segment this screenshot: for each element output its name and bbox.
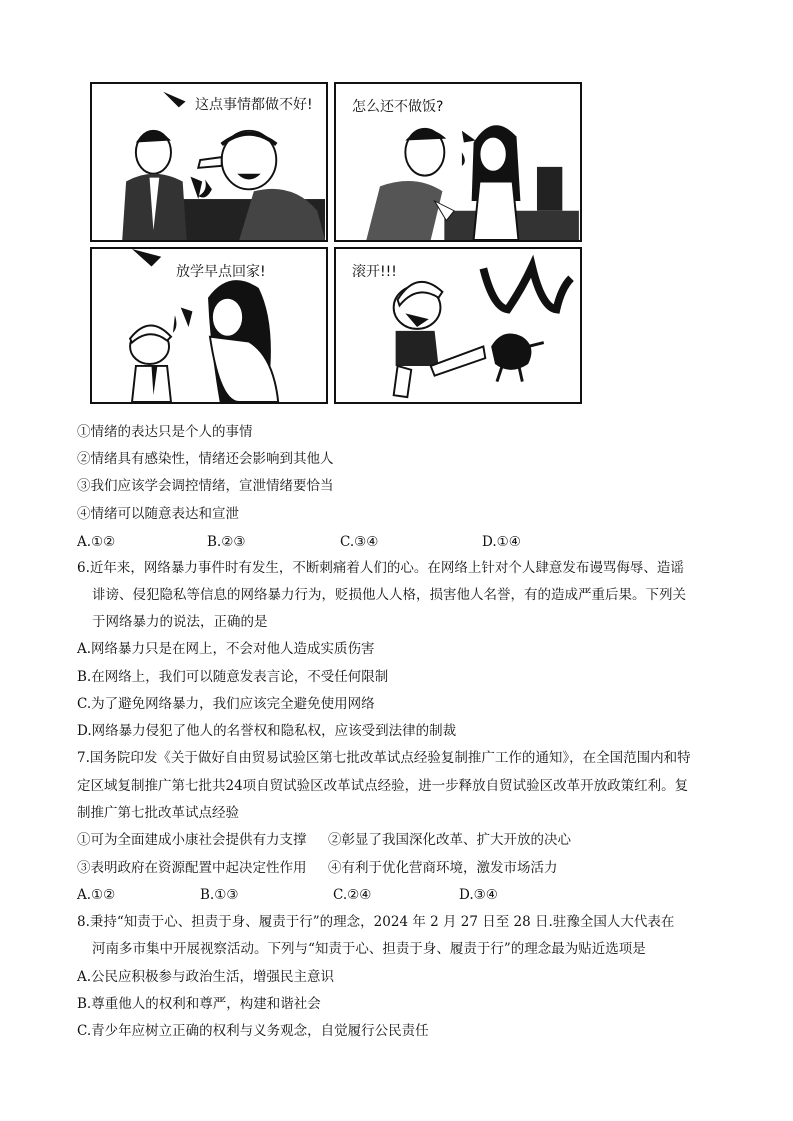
q5-statement-1: ①情绪的表达只是个人的事情 [77,424,253,440]
comic-panel-4 [334,247,582,404]
comic-panel-1 [90,82,328,242]
q6-choice-a[interactable]: A.网络暴力只是在网上，不会对他人造成实质伤害 [77,641,375,657]
q7-option-b[interactable]: B.①③ [200,887,239,903]
comic-panel-3 [90,247,328,404]
speech-bubble-4: 滚开!!! [352,264,397,280]
q6-choice-b[interactable]: B.在网络上，我们可以随意发表言论，不受任何限制 [77,669,389,685]
speech-bubble-2: 怎么还不做饭? [352,99,444,115]
q7-option-d[interactable]: D.③④ [459,887,498,903]
q7-stem-line-3: 制推广第七批改革试点经验 [77,805,239,821]
q6-choice-c[interactable]: C.为了避免网络暴力，我们应该完全避免使用网络 [77,696,375,712]
speech-bubble-3: 放学早点回家! [176,264,266,280]
q7-option-c[interactable]: C.②④ [333,887,372,903]
q7-statement-2: ②彰显了我国深化改革、扩大开放的决心 [328,832,571,848]
q5-statement-3: ③我们应该学会调控情绪，宣泄情绪要恰当 [77,478,334,494]
q8-choice-a[interactable]: A.公民应积极参与政治生活，增强民主意识 [77,969,335,985]
q8-stem-line-1: 8.秉持“知责于心、担责于身、履责于行”的理念，2024 年 2 月 27 日至 28 日.驻豫全国人大代表在 [77,914,675,930]
q6-choice-d[interactable]: D.网络暴力侵犯了他人的名誉权和隐私权，应该受到法律的制裁 [77,723,457,739]
q5-option-b[interactable]: B.②③ [207,534,246,550]
speech-bubble-1: 这点事情都做不好! [195,97,313,113]
q7-statement-1: ①可为全面建成小康社会提供有力支撑 [77,832,307,848]
q8-stem-line-2: 河南多市集中开展视察活动。下列与“知责于心、担责于身、履责于行”的理念最为贴近选项是 [92,941,646,957]
q5-statement-4: ④情绪可以随意表达和宣泄 [77,506,239,522]
q7-stem-line-1: 7.国务院印发《关于做好自由贸易试验区第七批改革试点经验复制推广工作的通知》，在全国范围内和特 [77,750,691,766]
q7-option-a[interactable]: A.①② [77,887,116,903]
q7-stem-line-2: 定区域复制推广第七批共24项自贸试验区改革试点经验，进一步释放自贸试验区改革开放政策红利。复 [77,778,689,794]
q6-stem-line-2: 诽谤、侵犯隐私等信息的网络暴力行为，贬损他人人格，损害他人名誉，有的造成严重后果。下列关 [92,587,686,603]
q5-option-c[interactable]: C.③④ [340,534,379,550]
q8-choice-b[interactable]: B.尊重他人的权利和尊严，构建和谐社会 [77,996,321,1012]
q5-option-a[interactable]: A.①② [77,534,116,550]
q7-statement-3: ③表明政府在资源配置中起决定性作用 [77,860,307,876]
q5-option-d[interactable]: D.①④ [482,534,521,550]
q8-choice-c[interactable]: C.青少年应树立正确的权利与义务观念，自觉履行公民责任 [77,1023,429,1039]
comic-strip [90,82,582,404]
q6-stem-line-3: 于网络暴力的说法，正确的是 [92,614,268,630]
q5-statement-2: ②情绪具有感染性，情绪还会影响到其他人 [77,451,334,467]
q7-statement-4: ④有利于优化营商环境，激发市场活力 [328,860,558,876]
q6-stem-line-1: 6.近年来，网络暴力事件时有发生，不断刺痛着人们的心。在网络上针对个人肆意发布谩骂侮辱、造谣 [77,560,684,576]
comic-panel-2 [334,82,582,242]
